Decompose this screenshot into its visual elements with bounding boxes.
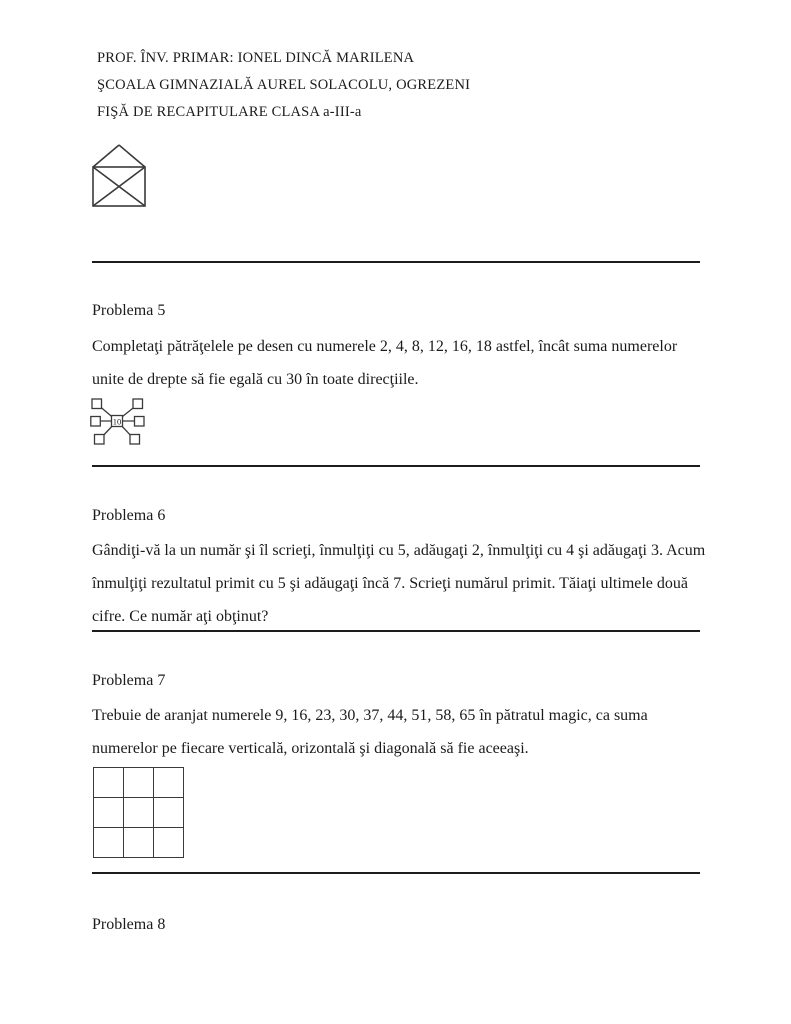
- empty-number-box: [130, 435, 140, 445]
- center-number-value: 10: [112, 416, 122, 427]
- header-sheet-title: FIŞĂ DE RECAPITULARE CLASA a-III-a: [97, 104, 362, 120]
- magic-square-grid: [93, 767, 184, 858]
- problem-7-title: Problema 7: [92, 672, 166, 689]
- magic-square-cell: [154, 768, 184, 798]
- envelope-drawing-icon: [92, 143, 148, 209]
- magic-square-cell: [154, 798, 184, 828]
- problem-7-text: Trebuie de aranjat numerele 9, 16, 23, 30, 37, 44, 51, 58, 65 în pătratul magic, ca suma numerelor pe fiecare verticală, orizontală şi diagonală să fie aceeaşi.: [92, 707, 648, 757]
- magic-square-cell: [94, 768, 124, 798]
- empty-number-box: [135, 417, 145, 427]
- empty-number-box: [92, 399, 102, 409]
- empty-number-box: [91, 417, 101, 427]
- star-diagram: [90, 396, 146, 448]
- problem-5-title: Problema 5: [92, 302, 166, 319]
- empty-number-box: [133, 399, 143, 409]
- magic-square-cell: [94, 828, 124, 858]
- problem-6-text: Gândiţi-vă la un număr şi îl scrieţi, înmulţiţi cu 5, adăugaţi 2, înmulţiţi cu 4 şi adăugaţi 3. Acum înmulţiţi rezultatul primit cu 5 şi adăugaţi încă 7. Scrieţi numărul primit. Tăiaţi ultimele două cifre. Ce număr aţi obţinut?: [92, 542, 706, 625]
- empty-number-box: [95, 435, 105, 445]
- problem-6-title: Problema 6: [92, 507, 166, 524]
- problem-8-title: Problema 8: [92, 916, 166, 933]
- magic-square-cell: [94, 798, 124, 828]
- magic-square-cell: [154, 828, 184, 858]
- section-divider: [92, 872, 700, 874]
- magic-square-cell: [124, 798, 154, 828]
- magic-square-cell: [124, 828, 154, 858]
- section-divider: [92, 465, 700, 467]
- header-teacher-line: PROF. ÎNV. PRIMAR: IONEL DINCĂ MARILENA: [97, 50, 415, 66]
- problem-5-text: Completaţi pătrăţelele pe desen cu numerele 2, 4, 8, 12, 16, 18 astfel, încât suma numerelor unite de drepte să fie egală cu 30 în toate direcţiile.: [92, 338, 678, 388]
- section-divider: [92, 261, 700, 263]
- header-school-line: ŞCOALA GIMNAZIALĂ AUREL SOLACOLU, OGREZENI: [97, 77, 471, 93]
- section-divider: [92, 630, 700, 632]
- magic-square-cell: [124, 768, 154, 798]
